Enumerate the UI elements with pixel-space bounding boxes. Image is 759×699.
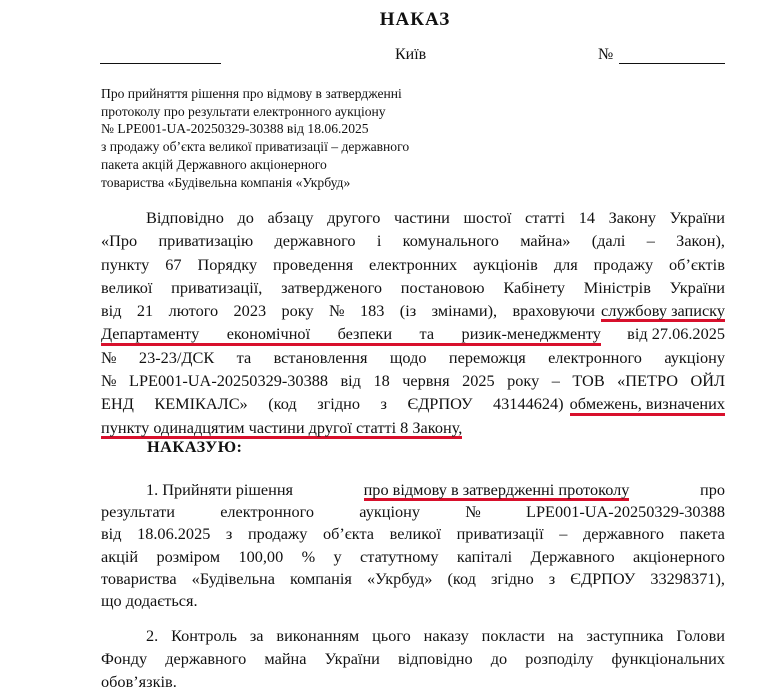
date-blank-line <box>100 63 221 64</box>
word: (із <box>399 301 417 321</box>
word: від <box>101 524 122 544</box>
text-line <box>101 229 725 252</box>
word: затвердженого <box>281 277 383 297</box>
word: 100,00 <box>238 546 284 566</box>
word: «Будівельна <box>191 568 275 588</box>
word: до <box>237 208 254 227</box>
word: червня <box>402 371 450 391</box>
number-sign: № <box>598 46 614 63</box>
text-line <box>101 276 725 299</box>
word: продажу <box>247 524 308 544</box>
word: року <box>507 371 540 391</box>
word: 14 <box>578 208 595 227</box>
word: компанія <box>290 568 352 588</box>
word: Державного <box>530 546 615 566</box>
word: великої <box>389 524 442 544</box>
word: у <box>333 546 342 566</box>
word: шостої <box>463 208 512 227</box>
word: другого <box>327 208 381 227</box>
text-line: обов’язків. <box>101 672 177 691</box>
word: пакета <box>679 524 725 544</box>
text-line <box>101 346 725 369</box>
word: № <box>465 502 481 522</box>
word: пункту <box>101 254 150 274</box>
word: виконанням <box>276 626 360 645</box>
word: державного <box>582 524 665 544</box>
text-line <box>101 392 725 415</box>
word: % <box>301 546 316 566</box>
word: приватизації, <box>171 277 263 297</box>
text-line <box>101 546 725 568</box>
word: електронних <box>369 254 458 274</box>
word: до <box>490 649 508 668</box>
word: економічної <box>226 324 311 344</box>
word: від <box>340 371 361 391</box>
word: розміром <box>156 546 221 566</box>
word: державного <box>274 231 356 251</box>
word: державного <box>165 649 247 668</box>
word: для <box>553 254 578 274</box>
word: заступника <box>586 626 664 645</box>
subject-line: протоколу про результати електронного аукціону <box>101 103 386 119</box>
text-line <box>101 647 725 670</box>
word: капіталі <box>456 546 513 566</box>
word: КЕМІКАЛС» <box>154 394 248 414</box>
word: «ПЕТРО <box>617 371 678 391</box>
word: Міністрів <box>583 277 651 297</box>
word: великої <box>101 277 153 297</box>
word: 2. <box>146 626 159 645</box>
word: – <box>551 371 560 391</box>
word: № <box>101 371 117 391</box>
word: Закону <box>608 208 657 227</box>
text-segment <box>101 392 564 415</box>
word: приватизації <box>456 524 544 544</box>
word: електронного <box>220 502 315 522</box>
item-2-paragraph <box>101 624 725 693</box>
memo-date: від 27.06.2025 <box>627 324 725 344</box>
word: 2023 <box>233 301 267 321</box>
word: згідно <box>490 568 534 588</box>
word: частини <box>393 208 450 227</box>
text-line: що додається. <box>101 590 198 610</box>
word: та <box>419 324 435 344</box>
word: 21 <box>136 301 154 321</box>
word: Фонду <box>101 649 148 668</box>
word: Відповідно <box>146 208 224 227</box>
word: 18 <box>373 371 390 391</box>
word: року <box>281 301 314 321</box>
restrictions-underlined: обмежень, визначених <box>570 392 725 415</box>
order-subject <box>101 85 481 191</box>
item-1-tail: про <box>699 480 725 499</box>
word: України <box>669 277 725 297</box>
word: об’єктів <box>669 254 725 274</box>
word: ризик-менеджменту <box>461 324 601 344</box>
subject-line: № LPE001-UA-20250329-30388 від 18.06.2025 <box>101 121 369 137</box>
word: постановою <box>400 277 485 297</box>
word: переможця <box>448 347 526 367</box>
word: – <box>559 524 568 544</box>
word: відповідно <box>397 649 473 668</box>
word: покласти <box>481 626 545 645</box>
word: статутному <box>360 546 439 566</box>
word: розподілу <box>525 649 594 668</box>
text-line <box>101 501 725 523</box>
word: 43144624) <box>493 394 564 414</box>
word: функціональних <box>611 649 725 668</box>
word: (далі <box>591 231 626 251</box>
word: аукціону <box>664 347 725 367</box>
word: ОЙЛ <box>690 371 725 391</box>
word: 67 <box>165 254 182 274</box>
word: цього <box>372 626 411 645</box>
word: приватизацію <box>158 231 254 251</box>
word: лютого <box>168 301 219 321</box>
text-line <box>101 206 725 229</box>
item-1-paragraph <box>101 479 725 612</box>
department-underlined <box>101 322 601 345</box>
word: «Про <box>101 231 138 251</box>
word: результати <box>101 502 175 522</box>
word: щодо <box>389 347 427 367</box>
word: з <box>548 568 556 588</box>
word: ЕНД <box>101 394 134 414</box>
document-title: НАКАЗ <box>379 9 451 30</box>
text-line <box>101 322 725 345</box>
text-line <box>101 624 725 647</box>
subject-line: Про прийняття рішення про відмову в затвердженні <box>101 86 402 101</box>
word: 33298371), <box>650 568 725 588</box>
word: безпеки <box>337 324 393 344</box>
word: і <box>376 231 382 251</box>
word: об’єкта <box>322 524 375 544</box>
word: проведення <box>273 254 354 274</box>
word: Порядку <box>197 254 258 274</box>
word: України <box>324 649 380 668</box>
word: абзацу <box>267 208 314 227</box>
order-heading: НАКАЗУЮ: <box>147 437 243 456</box>
word: ЄДРПОУ <box>570 568 636 588</box>
word: – <box>646 231 655 251</box>
word: за <box>249 626 264 645</box>
number-blank-line <box>619 63 725 64</box>
subject-line: пакета акцій Державного акціонерного <box>101 156 327 172</box>
word: аукціону <box>359 502 420 522</box>
word: LPE001-UA-20250329-30388 <box>129 371 328 391</box>
word: електронного <box>548 347 642 367</box>
item-1-lead: 1. Прийняти рішення <box>146 480 294 499</box>
text-line <box>101 416 725 439</box>
word: Кабінету <box>503 277 565 297</box>
word: враховуючи <box>512 301 595 321</box>
word: комунального <box>402 231 499 251</box>
text-line <box>101 568 725 590</box>
word: та <box>236 347 252 367</box>
subject-line: з продажу об’єкта великої приватизації – державного <box>101 139 410 155</box>
word: статті <box>524 208 566 227</box>
refusal-underlined: про відмову в затвердженні протоколу <box>364 479 630 501</box>
text-line <box>101 299 725 322</box>
word: акціонерного <box>633 546 725 566</box>
word: 183 <box>359 301 385 321</box>
clause-underlined: пункту одинадцятим частини другої статті 8 Закону, <box>101 416 462 439</box>
word: Голови <box>676 626 725 645</box>
text-line <box>101 369 725 392</box>
word: майна» <box>520 231 571 251</box>
word: з <box>380 394 387 414</box>
text-line <box>101 523 725 545</box>
word: на <box>557 626 574 645</box>
city-label: Київ <box>395 46 427 63</box>
word: ТОВ <box>572 371 605 391</box>
preamble-paragraph <box>101 206 725 439</box>
word: 2025 <box>462 371 495 391</box>
text-line <box>101 253 725 276</box>
word: встановлення <box>273 347 368 367</box>
word: № <box>101 347 117 367</box>
word: аукціонів <box>473 254 538 274</box>
word: № <box>329 301 345 321</box>
word: ЄДРПОУ <box>407 394 473 414</box>
word: Департаменту <box>101 324 200 344</box>
word: (код <box>268 394 297 414</box>
word: України <box>669 208 725 227</box>
word: наказу <box>423 626 469 645</box>
text-segment <box>101 299 595 322</box>
word: змінами), <box>431 301 498 321</box>
word: 23-23/ДСК <box>138 347 215 367</box>
word: акцій <box>101 546 139 566</box>
word: згідно <box>317 394 360 414</box>
word: Контроль <box>171 626 237 645</box>
subject-line: товариства «Будівельна компанія «Укрбуд» <box>101 174 351 190</box>
word: 18.06.2025 <box>137 524 211 544</box>
memo-underlined: службову записку <box>601 299 725 322</box>
word: з <box>225 524 233 544</box>
word: продажу <box>593 254 654 274</box>
text-line <box>101 479 725 501</box>
word: «Укрбуд» <box>366 568 433 588</box>
word: майна <box>264 649 307 668</box>
word: від <box>101 301 122 321</box>
word: LPE001-UA-20250329-30388 <box>526 502 725 522</box>
word: товариства <box>101 568 177 588</box>
word: Закон), <box>676 231 725 251</box>
word: (код <box>447 568 476 588</box>
